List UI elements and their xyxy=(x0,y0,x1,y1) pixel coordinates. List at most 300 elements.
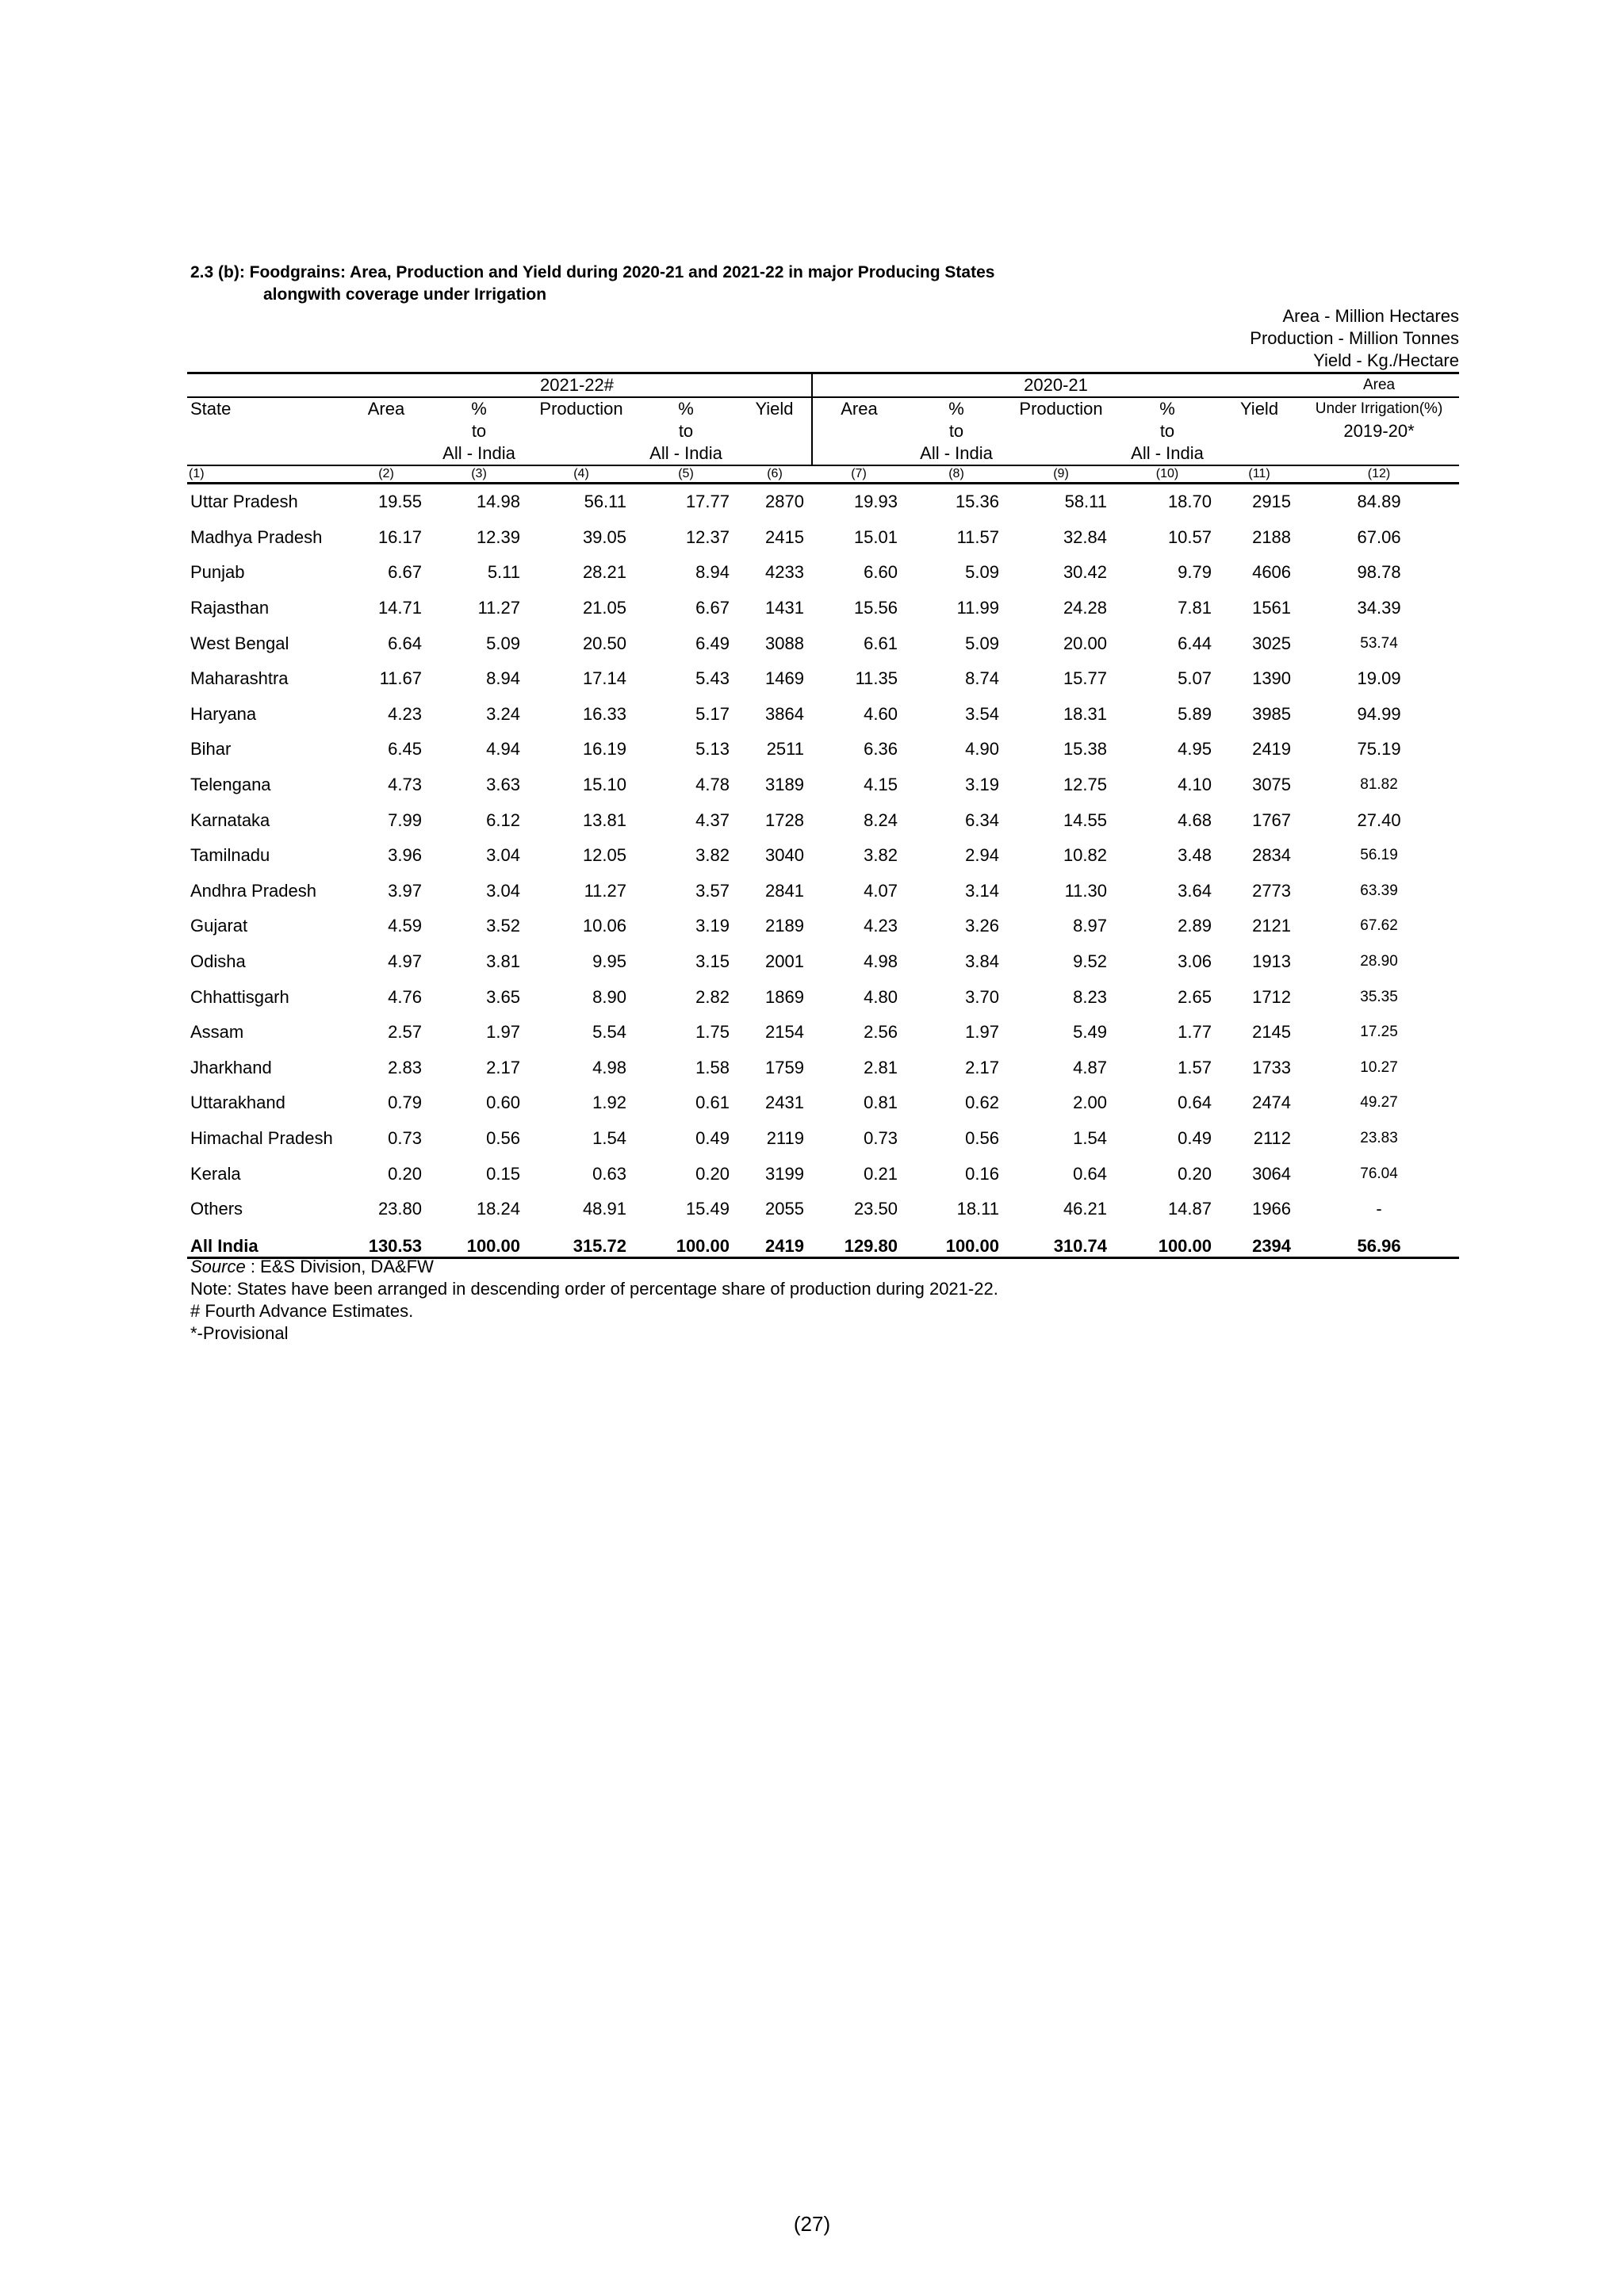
state-name: Haryana xyxy=(190,703,257,724)
area-2020-21: 6.60 xyxy=(864,562,898,583)
irrigation-pct: - xyxy=(1376,1199,1382,1219)
pct-area-2021-22: 3.63 xyxy=(486,775,520,795)
pct-production-2021-22: 6.67 xyxy=(695,598,730,618)
yield-2020-21: 2474 xyxy=(1252,1093,1292,1113)
pct-production-2020-21: 1.57 xyxy=(1178,1057,1212,1077)
area-2020-21: 15.56 xyxy=(853,598,898,618)
production-2021-22: 20.50 xyxy=(582,633,626,653)
pct-area-2021-22: 3.24 xyxy=(486,703,520,724)
state-name: Telengana xyxy=(190,775,271,795)
col-number: (5) xyxy=(634,465,737,484)
pct-production-2020-21: 14.87 xyxy=(1167,1199,1212,1219)
all-india-label-1: All - India xyxy=(442,443,515,463)
pct-production-2020-21: 3.06 xyxy=(1178,951,1212,972)
area-2020-21: 4.80 xyxy=(864,986,898,1007)
yield-2021-22: 1759 xyxy=(765,1057,804,1077)
yield-2021-22: 2189 xyxy=(765,916,804,936)
to-label-1: to xyxy=(471,421,487,441)
pct-area-2021-22: 11.27 xyxy=(477,598,520,618)
area-2020-21: 4.23 xyxy=(864,916,898,936)
source-line xyxy=(190,1256,998,1278)
irr-header-line1: Area xyxy=(1299,373,1459,398)
yield-2020-21: 1966 xyxy=(1252,1199,1292,1219)
pct-production-2020-21: 4.95 xyxy=(1178,739,1212,760)
yield-2020-21: 1733 xyxy=(1252,1057,1292,1077)
yield-2021-22: 2001 xyxy=(765,951,804,972)
col-number: (3) xyxy=(430,465,528,484)
pct-production-2020-21: 0.20 xyxy=(1178,1163,1212,1184)
yield-2020-21: 2773 xyxy=(1252,880,1292,901)
yield-2020-21: 2915 xyxy=(1252,492,1292,512)
production-2021-22: 8.90 xyxy=(592,986,626,1007)
production-2020-21: 30.42 xyxy=(1063,562,1107,583)
area-2021-22: 14.71 xyxy=(377,598,422,618)
yield-2021-22: 2415 xyxy=(765,526,804,547)
pct-production-2020-21: 9.79 xyxy=(1178,562,1212,583)
state-name: Rajasthan xyxy=(190,598,270,618)
state-header: State xyxy=(190,399,232,419)
irrigation-pct: 94.99 xyxy=(1357,703,1401,724)
yield-2020-21: 1561 xyxy=(1252,598,1292,618)
pct-area-2020-21: 1.97 xyxy=(965,1022,999,1043)
note-line: Note: States have been arranged in descending order of percentage share of production during 2021-22. xyxy=(190,1279,998,1299)
production-2020-21: 9.52 xyxy=(1073,951,1107,972)
table-row xyxy=(187,767,1459,803)
yield-2021-22: 2841 xyxy=(765,880,804,901)
table-row xyxy=(187,1085,1459,1121)
irrigation-pct: 56.19 xyxy=(1360,847,1398,864)
pct-area-2021-22: 3.52 xyxy=(486,916,520,936)
pct-production-2021-22: 1.58 xyxy=(695,1057,730,1077)
production-2020-21: 12.75 xyxy=(1063,775,1107,795)
table-row xyxy=(187,1192,1459,1227)
area-2021-22: 4.76 xyxy=(388,986,422,1007)
production-2021-22: 12.05 xyxy=(582,845,626,866)
pct-area-2020-21: 6.34 xyxy=(965,809,999,830)
all-india-label-4: All - India xyxy=(1131,443,1204,463)
column-header-row-3 xyxy=(187,442,1459,465)
production-2021-22: 4.98 xyxy=(592,1057,626,1077)
pct-area-2020-21: 2.17 xyxy=(965,1057,999,1077)
pct-production-2021-22: 12.37 xyxy=(685,526,730,547)
yield-header-2: Yield xyxy=(1239,399,1279,419)
area-header-1: Area xyxy=(367,399,405,419)
yield-2021-22: 2431 xyxy=(765,1093,804,1113)
pct-production-2021-22: 6.49 xyxy=(695,633,730,653)
area-2021-22: 3.97 xyxy=(388,880,422,901)
pct-production-2020-21: 3.64 xyxy=(1178,880,1212,901)
notes-block xyxy=(190,1256,998,1345)
state-name: Gujarat xyxy=(190,916,248,936)
area-2020-21: 129.80 xyxy=(812,1226,906,1258)
pct-area-2020-21: 3.26 xyxy=(965,916,999,936)
units-legend xyxy=(1250,305,1459,372)
pct-area-2021-22: 0.56 xyxy=(486,1127,520,1148)
production-2020-21: 310.74 xyxy=(1007,1226,1115,1258)
area-2021-22: 4.23 xyxy=(388,703,422,724)
pct-area-header-1: % xyxy=(471,399,487,419)
header-blank xyxy=(187,373,343,398)
production-2021-22: 1.54 xyxy=(592,1127,626,1148)
foodgrains-table xyxy=(187,372,1459,1259)
pct-production-2021-22: 2.82 xyxy=(695,986,730,1007)
area-2021-22: 3.96 xyxy=(388,845,422,866)
pct-area-2021-22: 3.81 xyxy=(486,951,520,972)
irrigation-pct: 63.39 xyxy=(1360,882,1398,899)
area-2020-21: 6.36 xyxy=(864,739,898,760)
pct-production-2020-21: 1.77 xyxy=(1178,1022,1212,1043)
production-2020-21: 10.82 xyxy=(1063,845,1107,866)
pct-area-2020-21: 3.84 xyxy=(965,951,999,972)
pct-area-2020-21: 11.57 xyxy=(956,526,999,547)
irrigation-pct: 10.27 xyxy=(1360,1058,1398,1076)
pct-production-2021-22: 3.15 xyxy=(695,951,730,972)
area-2021-22: 16.17 xyxy=(377,526,422,547)
yield-2021-22: 1728 xyxy=(765,809,804,830)
col-number: (2) xyxy=(343,465,430,484)
pct-area-2020-21: 5.09 xyxy=(965,562,999,583)
pct-area-2021-22: 4.94 xyxy=(486,739,520,760)
pct-production-2020-21: 2.89 xyxy=(1178,916,1212,936)
table-row xyxy=(187,802,1459,838)
pct-area-2021-22: 1.97 xyxy=(486,1022,520,1043)
area-2021-22: 0.79 xyxy=(388,1093,422,1113)
pct-production-2020-21: 18.70 xyxy=(1167,492,1212,512)
production-2021-22: 16.19 xyxy=(582,739,626,760)
pct-production-2021-22: 8.94 xyxy=(695,562,730,583)
column-number-row xyxy=(187,465,1459,484)
yield-2021-22: 2119 xyxy=(766,1127,804,1148)
pct-production-2021-22: 5.43 xyxy=(695,668,730,689)
table-row xyxy=(187,732,1459,767)
yield-2021-22: 1869 xyxy=(765,986,804,1007)
pct-production-2020-21: 0.49 xyxy=(1178,1127,1212,1148)
yield-header-1: Yield xyxy=(755,399,794,419)
production-2021-22: 15.10 xyxy=(582,775,626,795)
production-2021-22: 1.92 xyxy=(592,1093,626,1113)
state-name: Chhattisgarh xyxy=(190,986,289,1007)
production-2021-22: 39.05 xyxy=(582,526,626,547)
area-2021-22: 4.59 xyxy=(388,916,422,936)
area-2021-22: 23.80 xyxy=(377,1199,422,1219)
yield-2020-21: 4606 xyxy=(1252,562,1292,583)
pct-area-2021-22: 6.12 xyxy=(486,809,520,830)
source-text: : E&S Division, DA&FW xyxy=(245,1257,434,1276)
pct-area-2021-22: 5.09 xyxy=(486,633,520,653)
area-2021-22: 4.97 xyxy=(388,951,422,972)
pct-production-2021-22: 0.20 xyxy=(695,1163,730,1184)
pct-production-2020-21: 5.07 xyxy=(1178,668,1212,689)
pct-production-2020-21: 5.89 xyxy=(1178,703,1212,724)
yield-2020-21: 2121 xyxy=(1252,916,1292,936)
pct-production-2020-21: 7.81 xyxy=(1178,598,1212,618)
col-number: (7) xyxy=(812,465,906,484)
pct-production-2021-22: 15.49 xyxy=(685,1199,730,1219)
production-2020-21: 46.21 xyxy=(1063,1199,1107,1219)
yield-2020-21: 2419 xyxy=(1252,739,1292,760)
irrigation-pct: 76.04 xyxy=(1360,1165,1398,1182)
table-body xyxy=(187,484,1459,1258)
irrigation-pct: 28.90 xyxy=(1360,953,1398,970)
yield-2021-22: 1469 xyxy=(765,668,804,689)
state-name: Himachal Pradesh xyxy=(190,1127,333,1148)
pct-area-2020-21: 0.56 xyxy=(965,1127,999,1148)
pct-area-2021-22: 3.04 xyxy=(486,845,520,866)
yield-2020-21: 3985 xyxy=(1252,703,1292,724)
area-2020-21: 8.24 xyxy=(864,809,898,830)
provisional-line: *-Provisional xyxy=(190,1323,289,1343)
area-2021-22: 6.45 xyxy=(388,739,422,760)
production-2020-21: 5.49 xyxy=(1073,1022,1107,1043)
pct-production-2020-21: 4.10 xyxy=(1178,775,1212,795)
pct-production-2021-22: 4.37 xyxy=(695,809,730,830)
unit-area: Area - Million Hectares xyxy=(1282,306,1459,326)
state-name: Odisha xyxy=(190,951,246,972)
table-title xyxy=(190,262,994,306)
production-2021-22: 315.72 xyxy=(528,1226,634,1258)
pct-area-2021-22: 8.94 xyxy=(486,668,520,689)
pct-area-2020-21: 3.70 xyxy=(965,986,999,1007)
pct-area-header-2: % xyxy=(948,399,964,419)
yield-2021-22: 2870 xyxy=(765,492,804,512)
production-2021-22: 28.21 xyxy=(582,562,626,583)
irrigation-pct: 67.62 xyxy=(1360,917,1398,935)
yield-2021-22: 3040 xyxy=(765,845,804,866)
pct-production-2021-22: 0.61 xyxy=(695,1093,730,1113)
pct-area-2020-21: 2.94 xyxy=(965,845,999,866)
yield-2020-21: 1913 xyxy=(1252,951,1292,972)
column-header-row-2 xyxy=(187,420,1459,442)
area-2021-22: 0.73 xyxy=(388,1127,422,1148)
pct-area-2021-22: 5.11 xyxy=(487,562,520,583)
pct-production-2021-22: 1.75 xyxy=(695,1022,730,1043)
area-2021-22: 2.57 xyxy=(388,1022,422,1043)
pct-production-2021-22: 3.57 xyxy=(695,880,730,901)
production-2020-21: 15.38 xyxy=(1063,739,1107,760)
production-2021-22: 56.11 xyxy=(584,492,626,512)
col-number: (4) xyxy=(528,465,634,484)
production-2020-21: 8.23 xyxy=(1073,986,1107,1007)
area-2020-21: 3.82 xyxy=(864,845,898,866)
production-2020-21: 11.30 xyxy=(1064,880,1107,901)
production-header-2: Production xyxy=(1019,399,1103,419)
production-2021-22: 16.33 xyxy=(582,703,626,724)
table-row xyxy=(187,1121,1459,1157)
irrigation-pct: 98.78 xyxy=(1357,562,1401,583)
area-2021-22: 4.73 xyxy=(388,775,422,795)
production-2021-22: 10.06 xyxy=(582,916,626,936)
col-number: (11) xyxy=(1220,465,1299,484)
yield-2020-21: 3064 xyxy=(1252,1163,1292,1184)
yield-2021-22: 1431 xyxy=(765,598,804,618)
col-number: (1) xyxy=(187,465,343,484)
column-header-row-1 xyxy=(187,397,1459,420)
irrigation-pct: 23.83 xyxy=(1360,1129,1398,1146)
area-2020-21: 11.35 xyxy=(855,668,898,689)
yield-2021-22: 2055 xyxy=(765,1199,804,1219)
table-row xyxy=(187,484,1459,520)
area-2021-22: 11.67 xyxy=(379,668,422,689)
area-2020-21: 2.56 xyxy=(864,1022,898,1043)
state-name: West Bengal xyxy=(190,633,289,653)
production-2021-22: 13.81 xyxy=(582,809,626,830)
irrigation-pct: 17.25 xyxy=(1360,1024,1398,1041)
table-row xyxy=(187,1015,1459,1050)
yield-2020-21: 1390 xyxy=(1252,668,1292,689)
pct-production-2020-21: 4.68 xyxy=(1178,809,1212,830)
state-name: Bihar xyxy=(190,739,232,760)
yield-2020-21: 2145 xyxy=(1252,1022,1292,1043)
area-2020-21: 4.07 xyxy=(864,880,898,901)
yield-2021-22: 3189 xyxy=(765,775,804,795)
state-name: All India xyxy=(187,1226,343,1258)
area-2020-21: 0.81 xyxy=(864,1093,898,1113)
table-row xyxy=(187,555,1459,591)
table-row xyxy=(187,874,1459,909)
table-row xyxy=(187,979,1459,1015)
pct-area-2020-21: 18.11 xyxy=(956,1199,999,1219)
area-2020-21: 15.01 xyxy=(853,526,898,547)
area-2020-21: 2.81 xyxy=(864,1057,898,1077)
pct-area-2020-21: 3.14 xyxy=(965,880,999,901)
state-name: Jharkhand xyxy=(190,1057,272,1077)
yield-2021-22: 3864 xyxy=(765,703,804,724)
area-2021-22: 0.20 xyxy=(388,1163,422,1184)
year-2020-21: 2020-21 xyxy=(812,373,1299,398)
yield-2020-21: 2188 xyxy=(1252,526,1292,547)
pct-area-2021-22: 0.15 xyxy=(486,1163,520,1184)
title-line-1: 2.3 (b): Foodgrains: Area, Production and Yield during 2020-21 and 2021-22 in major Producing States xyxy=(190,263,995,281)
irrigation-pct: 49.27 xyxy=(1360,1094,1398,1112)
production-2021-22: 48.91 xyxy=(582,1199,626,1219)
area-2020-21: 0.73 xyxy=(864,1127,898,1148)
production-2021-22: 17.14 xyxy=(582,668,626,689)
production-2021-22: 11.27 xyxy=(584,880,626,901)
area-2020-21: 23.50 xyxy=(853,1199,898,1219)
fourth-estimates-line: # Fourth Advance Estimates. xyxy=(190,1301,414,1321)
pct-production-2021-22: 5.17 xyxy=(695,703,730,724)
area-2021-22: 7.99 xyxy=(388,809,422,830)
production-2020-21: 15.77 xyxy=(1063,668,1107,689)
production-2020-21: 18.31 xyxy=(1063,703,1107,724)
irrigation-pct: 34.39 xyxy=(1357,598,1401,618)
table-row xyxy=(187,909,1459,944)
pct-area-2021-22: 12.39 xyxy=(476,526,520,547)
pct-area-2020-21: 3.19 xyxy=(965,775,999,795)
pct-production-2021-22: 4.78 xyxy=(695,775,730,795)
state-name: Others xyxy=(190,1199,243,1219)
all-india-label-2: All - India xyxy=(649,443,722,463)
year-2021-22: 2021-22# xyxy=(343,373,812,398)
production-2020-21: 32.84 xyxy=(1063,526,1107,547)
state-name: Madhya Pradesh xyxy=(190,526,323,547)
pct-production-2020-21: 6.44 xyxy=(1178,633,1212,653)
pct-area-2020-21: 0.62 xyxy=(965,1093,999,1113)
pct-area-2021-22: 3.04 xyxy=(486,880,520,901)
pct-area-2020-21: 8.74 xyxy=(965,668,999,689)
table-row xyxy=(187,944,1459,980)
area-2021-22: 6.64 xyxy=(388,633,422,653)
to-label-3: to xyxy=(948,421,964,441)
pct-area-2020-21: 100.00 xyxy=(906,1226,1007,1258)
table-row xyxy=(187,838,1459,874)
pct-production-2021-22: 5.13 xyxy=(695,739,730,760)
state-name: Uttarakhand xyxy=(190,1093,285,1113)
pct-production-2020-21: 2.65 xyxy=(1178,986,1212,1007)
irrigation-pct: 56.96 xyxy=(1299,1226,1459,1258)
table-row xyxy=(187,661,1459,697)
pct-production-2020-21: 3.48 xyxy=(1178,845,1212,866)
page-number: (27) xyxy=(793,2212,831,2236)
irr-header-line3: 2019-20* xyxy=(1343,421,1415,441)
production-2020-21: 1.54 xyxy=(1073,1127,1107,1148)
area-2020-21: 0.21 xyxy=(864,1163,898,1184)
irrigation-pct: 35.35 xyxy=(1360,988,1398,1005)
yield-2021-22: 3199 xyxy=(765,1163,804,1184)
pct-production-2020-21: 100.00 xyxy=(1115,1226,1220,1258)
pct-production-2021-22: 17.77 xyxy=(685,492,730,512)
irrigation-pct: 84.89 xyxy=(1357,492,1401,512)
area-2021-22: 130.53 xyxy=(343,1226,430,1258)
table-row xyxy=(187,697,1459,733)
title-line-2: alongwith coverage under Irrigation xyxy=(263,285,547,304)
col-number: (9) xyxy=(1007,465,1115,484)
area-2020-21: 4.15 xyxy=(864,775,898,795)
production-2020-21: 14.55 xyxy=(1063,809,1107,830)
pct-area-2020-21: 15.36 xyxy=(955,492,999,512)
all-india-label-3: All - India xyxy=(920,443,993,463)
irr-header-line2: Under Irrigation(%) xyxy=(1315,400,1443,417)
production-2021-22: 9.95 xyxy=(592,951,626,972)
pct-prod-header-1: % xyxy=(678,399,694,419)
production-2020-21: 58.11 xyxy=(1064,492,1107,512)
area-header-2: Area xyxy=(812,397,906,420)
table-row xyxy=(187,1156,1459,1192)
state-name: Karnataka xyxy=(190,809,270,830)
yield-2020-21: 2112 xyxy=(1253,1127,1292,1148)
col-number: (8) xyxy=(906,465,1007,484)
pct-area-2021-22: 3.65 xyxy=(486,986,520,1007)
pct-area-2020-21: 5.09 xyxy=(965,633,999,653)
col-number: (10) xyxy=(1115,465,1220,484)
pct-production-2020-21: 0.64 xyxy=(1178,1093,1212,1113)
area-2020-21: 6.61 xyxy=(864,633,898,653)
table-row xyxy=(187,626,1459,661)
production-2021-22: 0.63 xyxy=(592,1163,626,1184)
year-header-row xyxy=(187,373,1459,398)
irrigation-pct: 81.82 xyxy=(1360,776,1398,794)
pct-area-2020-21: 4.90 xyxy=(965,739,999,760)
area-2021-22: 6.67 xyxy=(388,562,422,583)
to-label-2: to xyxy=(678,421,694,441)
yield-2020-21: 3025 xyxy=(1252,633,1292,653)
yield-2020-21: 2834 xyxy=(1252,845,1292,866)
irrigation-pct: 27.40 xyxy=(1357,809,1401,830)
pct-prod-header-2: % xyxy=(1159,399,1175,419)
yield-2020-21: 1767 xyxy=(1252,809,1292,830)
area-2020-21: 4.98 xyxy=(864,951,898,972)
source-label: Source xyxy=(190,1257,246,1276)
table-row xyxy=(187,520,1459,556)
pct-area-2021-22: 18.24 xyxy=(476,1199,520,1219)
yield-2021-22: 3088 xyxy=(765,633,804,653)
production-2020-21: 2.00 xyxy=(1073,1093,1107,1113)
pct-production-2021-22: 3.19 xyxy=(695,916,730,936)
state-name: Punjab xyxy=(190,562,245,583)
production-2020-21: 24.28 xyxy=(1063,598,1107,618)
state-name: Kerala xyxy=(190,1163,241,1184)
pct-production-2021-22: 0.49 xyxy=(695,1127,730,1148)
